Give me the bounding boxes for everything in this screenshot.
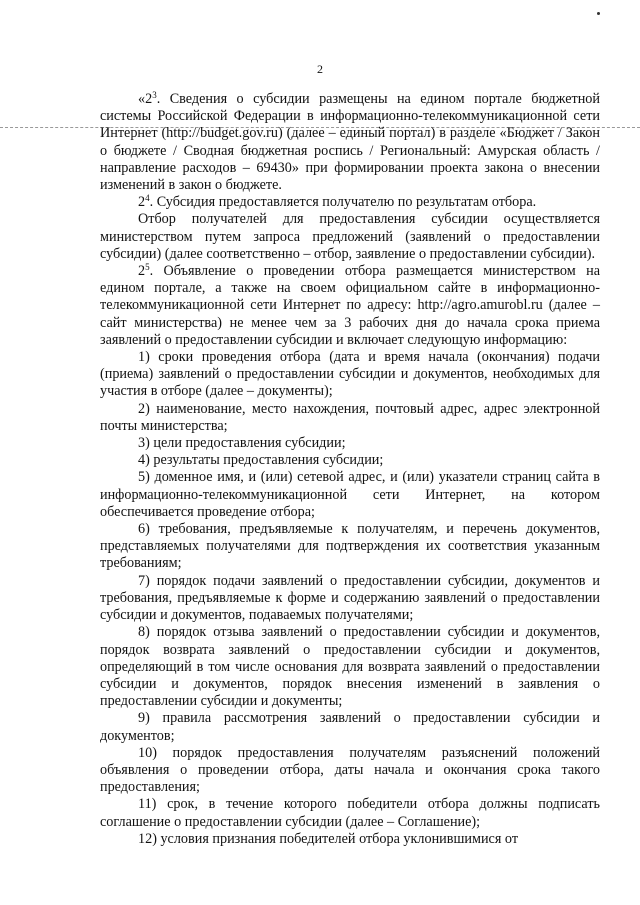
list-item-10: 10) порядок предоставления получателям разъяснений положений объявления о проведении отбора, даты начала и окончания срока такого предоставления;	[100, 744, 600, 796]
document-body	[100, 91, 600, 848]
list-item-2: 2) наименование, место нахождения, почтовый адрес, адрес электронной почты министерства;	[100, 400, 600, 434]
list-item-1: 1) сроки проведения отбора (дата и время начала (окончания) подачи (приема) заявлений о предоставлении субсидии и документов, необходимых для участия в отборе (далее – документы);	[100, 349, 600, 400]
page-number: 2	[317, 62, 323, 76]
list-item-8: 8) порядок отзыва заявлений о предоставлении субсидии и документов, порядок возврата заявлений о предоставлении субсидии и документов, определяющий в том числе основания для возврата заявлений о предоставлении субсидии и документов, порядок внесения изменений в заявления о предоставлении субсидии и документы;	[100, 624, 600, 710]
scan-artifact-dot	[597, 12, 600, 15]
paragraph-2-3: «$2^3$. Сведения о субсидии размещены на едином портале бюджетной системы Российской Федерации в информационно-телекоммуникационной сети Интернет (http://budget.gov.ru) (далее – единый портал) в разделе «Бюджет / Закон о бюджете / Сводная бюджетная роспись / Региональный: Амурская область / направление расходов – 69430» при формировании проекта закона о внесении изменений в закон о бюджете.	[100, 90, 600, 194]
list-item-11: 11) срок, в течение которого победители отбора должны подписать соглашение о предоставлении субсидии (далее – Соглашение);	[100, 796, 600, 830]
paragraph-selection: Отбор получателей для предоставления субсидии осуществляется министерством путем запроса предложений (заявлений о предоставлении субсидии) (далее соответственно – отбор, заявление о предоставлении субсидии).	[100, 211, 600, 262]
list-item-5: 5) доменное имя, и (или) сетевой адрес, и (или) указатели страниц сайта в информационно-телекоммуникационной сети Интернет, на котором обеспечивается проведение отбора;	[100, 469, 600, 520]
list-item-3: 3) цели предоставления субсидии;	[138, 435, 346, 452]
list-item-12: 12) условия признания победителей отбора уклонившимися от	[138, 830, 519, 847]
list-item-9: 9) правила рассмотрения заявлений о предоставлении субсидии и документов;	[100, 710, 600, 744]
paragraph-2-5: $2^5$. Объявление о проведении отбора размещается министерством на едином портале, а также на своем официальном сайте в информационно-телекоммуникационной сети Интернет по адресу: http://agro.amurobl.ru (далее – сайт министерства) не менее чем за 3 рабочих дня до начала срока приема заявлений о предоставлении субсидии и включает следующую информацию:	[100, 262, 600, 348]
paragraph-2-4: $2^4$. Субсидия предоставляется получателю по результатам отбора.	[138, 193, 537, 211]
list-item-7: 7) порядок подачи заявлений о предоставлении субсидии, документов и требования, предъявляемые к форме и содержанию заявлений о предоставлении субсидии и документов, подаваемых получателями;	[100, 572, 600, 624]
list-item-6: 6) требования, предъявляемые к получателям, и перечень документов, представляемых получателями для подтверждения их соответствия указанным требованиям;	[100, 521, 600, 572]
list-item-4: 4) результаты предоставления субсидии;	[138, 452, 384, 469]
